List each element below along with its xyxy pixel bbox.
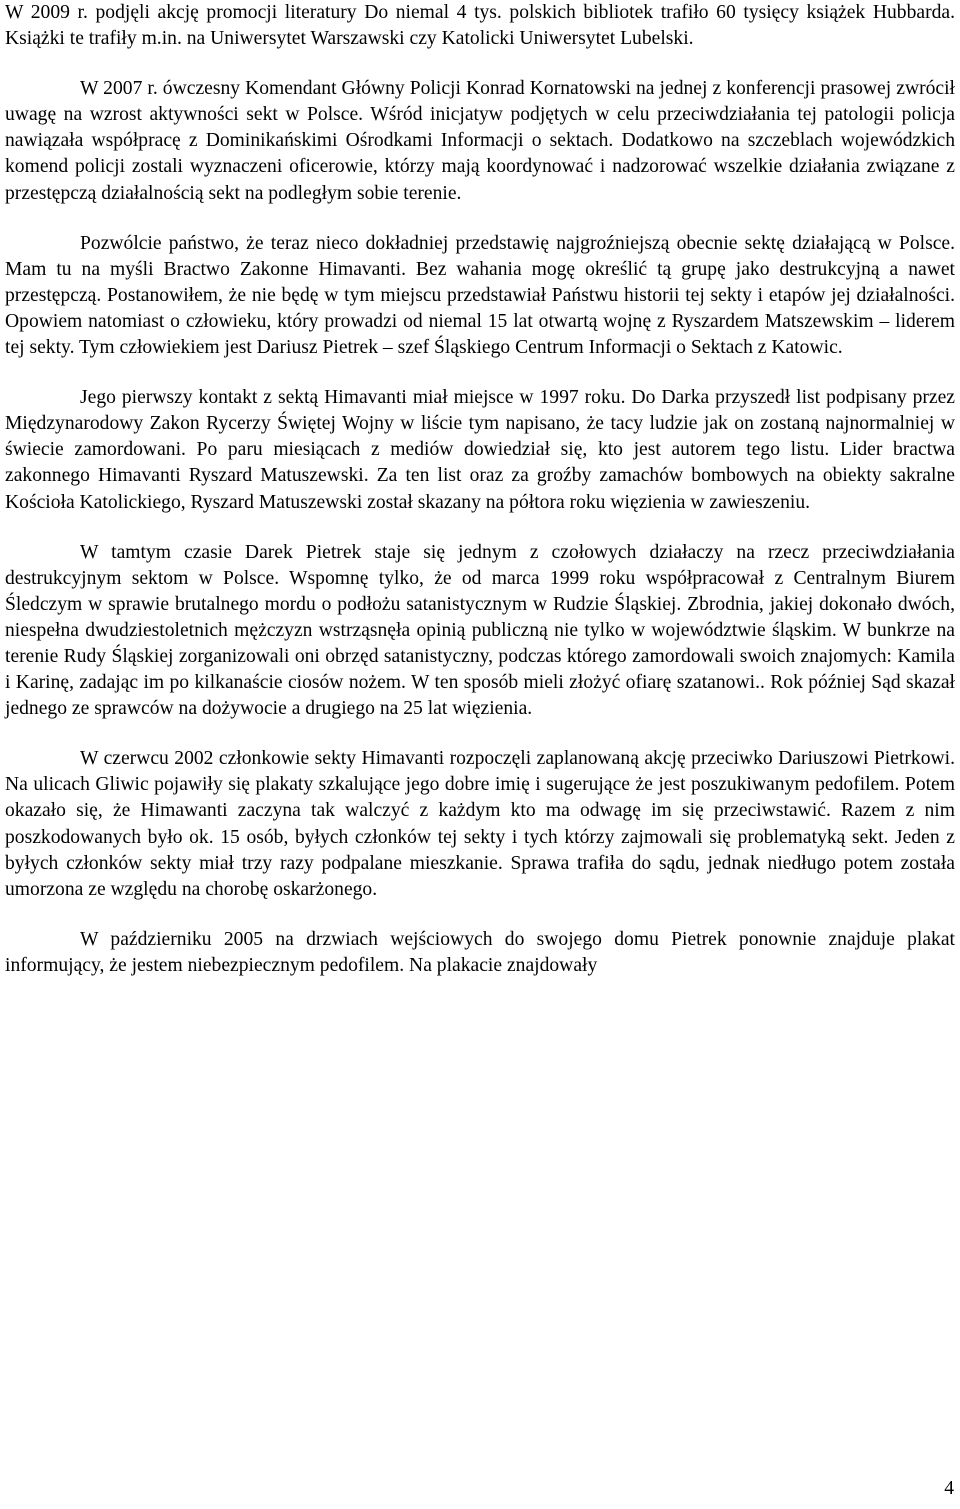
paragraph-6: W czerwcu 2002 członkowie sekty Himavanti rozpoczęli zaplanowaną akcję przeciwko Dariuszowi Pietrkowi. Na ulicach Gliwic pojawiły się plakaty szkalujące jego dobre imię i sugerujące że jest poszukiwanym pedofilem. Potem okazało się, że Himawanti zaczyna tak walczyć z każdym kto ma odwagę im się przeciwstawić. Razem z nim poszkodowanych było ok. 15 osób, byłych członków tej sekty i tych którzy zajmowali się problematyką sekt. Jeden z byłych członków sekty miał trzy razy podpalane mieszkanie. Sprawa trafiła do sądu, jednak niedługo potem została umorzona ze względu na chorobę oskarżonego.: [5, 748, 955, 900]
paragraph-gap: [5, 361, 955, 385]
document-page: [5, 0, 955, 979]
paragraph-3: Pozwólcie państwo, że teraz nieco dokładniej przedstawię najgroźniejszą obecnie sektę działającą w Polsce. Mam tu na myśli Bractwo Zakonne Himavanti. Bez wahania mogę określić tą grupę jako destrukcyjną a nawet przestępczą. Postanowiłem, że nie będę w tym miejscu przedstawiał Państwu historii tej sekty i etapów jej działalności. Opowiem natomiast o człowieku, który prowadzi od niemal 15 lat otwartą wojnę z Ryszardem Matszewskim – liderem tej sekty. Tym człowiekiem jest Dariusz Pietrek – szef Śląskiego Centrum Informacji o Sektach z Katowic.: [5, 232, 955, 359]
paragraph-gap: [5, 722, 955, 746]
paragraph-gap: [5, 207, 955, 231]
paragraph-gap: [5, 516, 955, 540]
paragraph-gap: [5, 52, 955, 76]
paragraph-gap: [5, 903, 955, 927]
paragraph-7: W październiku 2005 na drzwiach wejściowych do swojego domu Pietrek ponownie znajduje plakat informujący, że jestem niebezpiecznym pedofilem. Na plakacie znajdowały: [5, 928, 955, 976]
paragraph-5: W tamtym czasie Darek Pietrek staje się jednym z czołowych działaczy na rzecz przeciwdziałania destrukcyjnym sektom w Polsce. Wspomnę tylko, że od marca 1999 roku współpracował z Centralnym Biurem Śledczym w sprawie brutalnego mordu o podłożu satanistycznym w Rudzie Śląskiej. Zbrodnia, jakiej dokonało dwóch, niespełna dwudziestoletnich mężczyzn wstrząsnęła opinią publiczną nie tylko w województwie śląskim. W bunkrze na terenie Rudy Śląskiej zorganizowali oni obrzęd satanistyczny, podczas którego zamordowali swoich znajomych: Kamila i Karinę, zadając im po kilkanaście ciosów nożem. W ten sposób mieli złożyć ofiarę szatanowi.. Rok później Sąd skazał jednego ze sprawców na dożywocie a drugiego na 25 lat więzienia.: [5, 541, 955, 720]
paragraph-4: Jego pierwszy kontakt z sektą Himavanti miał miejsce w 1997 roku. Do Darka przyszedł list podpisany przez Międzynarodowy Zakon Rycerzy Świętej Wojny w liście tym napisano, że tacy ludzie jak on zostaną najnormalniej w świecie zamordowani. Po paru miesiącach z mediów dowiedział się, kto jest autorem tego listu. Lider bractwa zakonnego Himavanti Ryszard Matuszewski. Za ten list oraz za groźby zamachów bombowych na obiekty sakralne Kościoła Katolickiego, Ryszard Matuszewski został skazany na półtora roku więzienia w zawieszeniu.: [5, 387, 955, 513]
page-number: 4: [944, 1478, 954, 1499]
paragraph-1: W 2009 r. podjęli akcję promocji literatury Do niemal 4 tys. polskich bibliotek trafiło 60 tysięcy książek Hubbarda. Książki te trafiły m.in. na Uniwersytet Warszawski czy Katolicki Uniwersytet Lubelski.: [5, 2, 955, 50]
paragraph-2: W 2007 r. ówczesny Komendant Główny Policji Konrad Kornatowski na jednej z konferencji prasowej zwrócił uwagę na wzrost aktywności sekt w Polsce. Wśród inicjatyw podjętych w celu przeciwdziałania tej patologii policja nawiązała współpracę z Dominikańskimi Ośrodkami Informacji o sektach. Dodatkowo na szczeblach wojewódzkich komend policji zostali wyznaczeni oficerowie, którzy mają koordynować i nadzorować wszelkie działania związane z przestępczą działalnością sekt na podległym sobie terenie.: [5, 78, 955, 204]
